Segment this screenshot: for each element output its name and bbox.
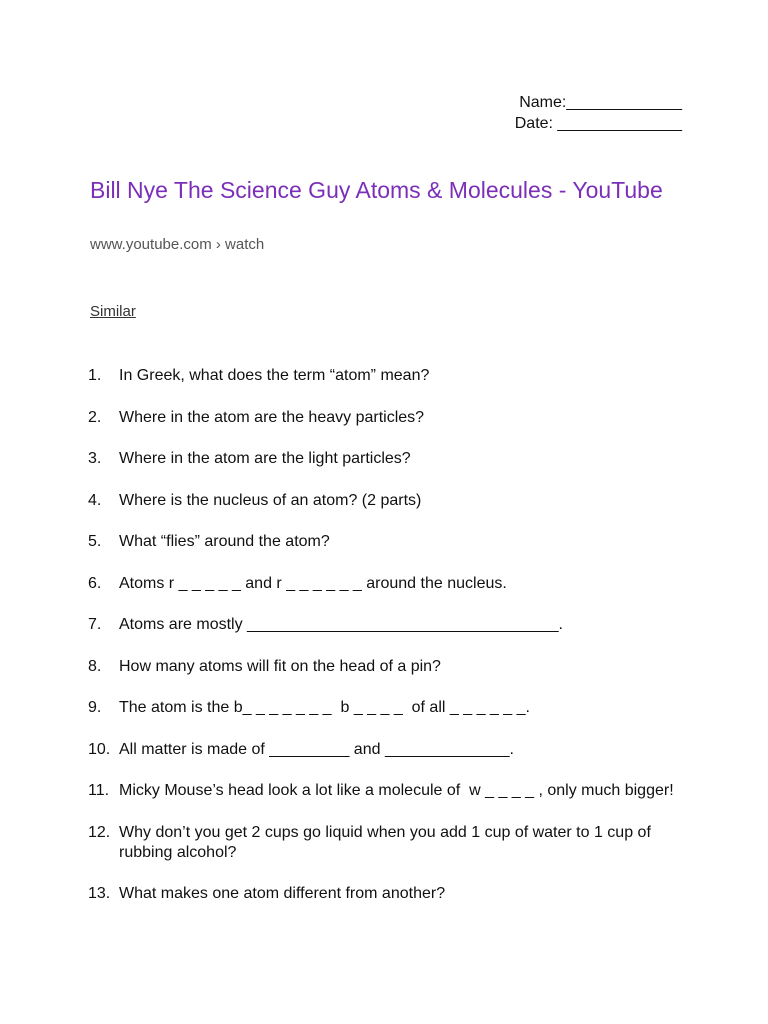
question-item xyxy=(88,657,688,677)
question-text: Where in the atom are the light particles? xyxy=(119,450,411,467)
question-number: 7. xyxy=(88,616,102,633)
question-number: 5. xyxy=(88,533,102,550)
question-number: 3. xyxy=(88,450,102,467)
question-number: 1. xyxy=(88,367,102,384)
question-item xyxy=(88,823,688,863)
question-text: Micky Mouse’s head look a lot like a molecule of w _ _ _ _ , only much bigger! xyxy=(119,782,674,799)
question-number: 4. xyxy=(88,491,102,509)
question-number: 9. xyxy=(88,699,102,716)
question-text: Where is the nucleus of an atom? (2 parts) xyxy=(119,491,422,509)
question-text: Atoms are mostly ___________________________________. xyxy=(119,616,563,633)
question-item xyxy=(88,449,688,469)
question-text: All matter is made of _________ and ______________. xyxy=(119,740,514,758)
question-number: 11. xyxy=(88,782,110,799)
question-number: 2. xyxy=(88,408,102,426)
question-number: 13. xyxy=(88,885,111,902)
question-number: 6. xyxy=(88,574,102,592)
question-number: 12. xyxy=(88,823,111,841)
date-field: Date: ______________ xyxy=(514,115,682,132)
source-url: www.youtube.com › watch xyxy=(90,236,265,253)
name-date-block xyxy=(496,92,682,134)
question-text: Why don’t you get 2 cups go liquid when you add 1 cup of water to 1 cup of rubbing alcohol? xyxy=(119,823,656,861)
question-list xyxy=(88,366,688,926)
question-item xyxy=(88,366,688,386)
question-item xyxy=(88,408,688,428)
question-text: What “flies” around the atom? xyxy=(119,533,330,550)
question-text: The atom is the b_ _ _ _ _ _ _ b _ _ _ _ of all _ _ _ _ _ _. xyxy=(119,699,530,716)
similar-link[interactable]: Similar xyxy=(90,303,136,320)
question-text: What makes one atom different from another? xyxy=(119,885,446,902)
name-field: Name:_____________ xyxy=(519,94,682,111)
question-item xyxy=(88,781,688,801)
question-number: 10. xyxy=(88,740,111,758)
question-text: How many atoms will fit on the head of a pin? xyxy=(119,657,441,675)
question-item xyxy=(88,491,688,511)
question-item xyxy=(88,884,688,904)
question-text: In Greek, what does the term “atom” mean? xyxy=(119,367,430,384)
question-item xyxy=(88,532,688,552)
question-item xyxy=(88,615,688,635)
question-item xyxy=(88,574,688,594)
question-number: 8. xyxy=(88,657,102,675)
question-item xyxy=(88,698,688,718)
page-title[interactable]: Bill Nye The Science Guy Atoms & Molecules - YouTube xyxy=(90,177,663,203)
question-text: Where in the atom are the heavy particles? xyxy=(119,408,425,426)
question-item xyxy=(88,740,688,760)
question-text: Atoms r _ _ _ _ _ and r _ _ _ _ _ _ around the nucleus. xyxy=(119,574,507,592)
